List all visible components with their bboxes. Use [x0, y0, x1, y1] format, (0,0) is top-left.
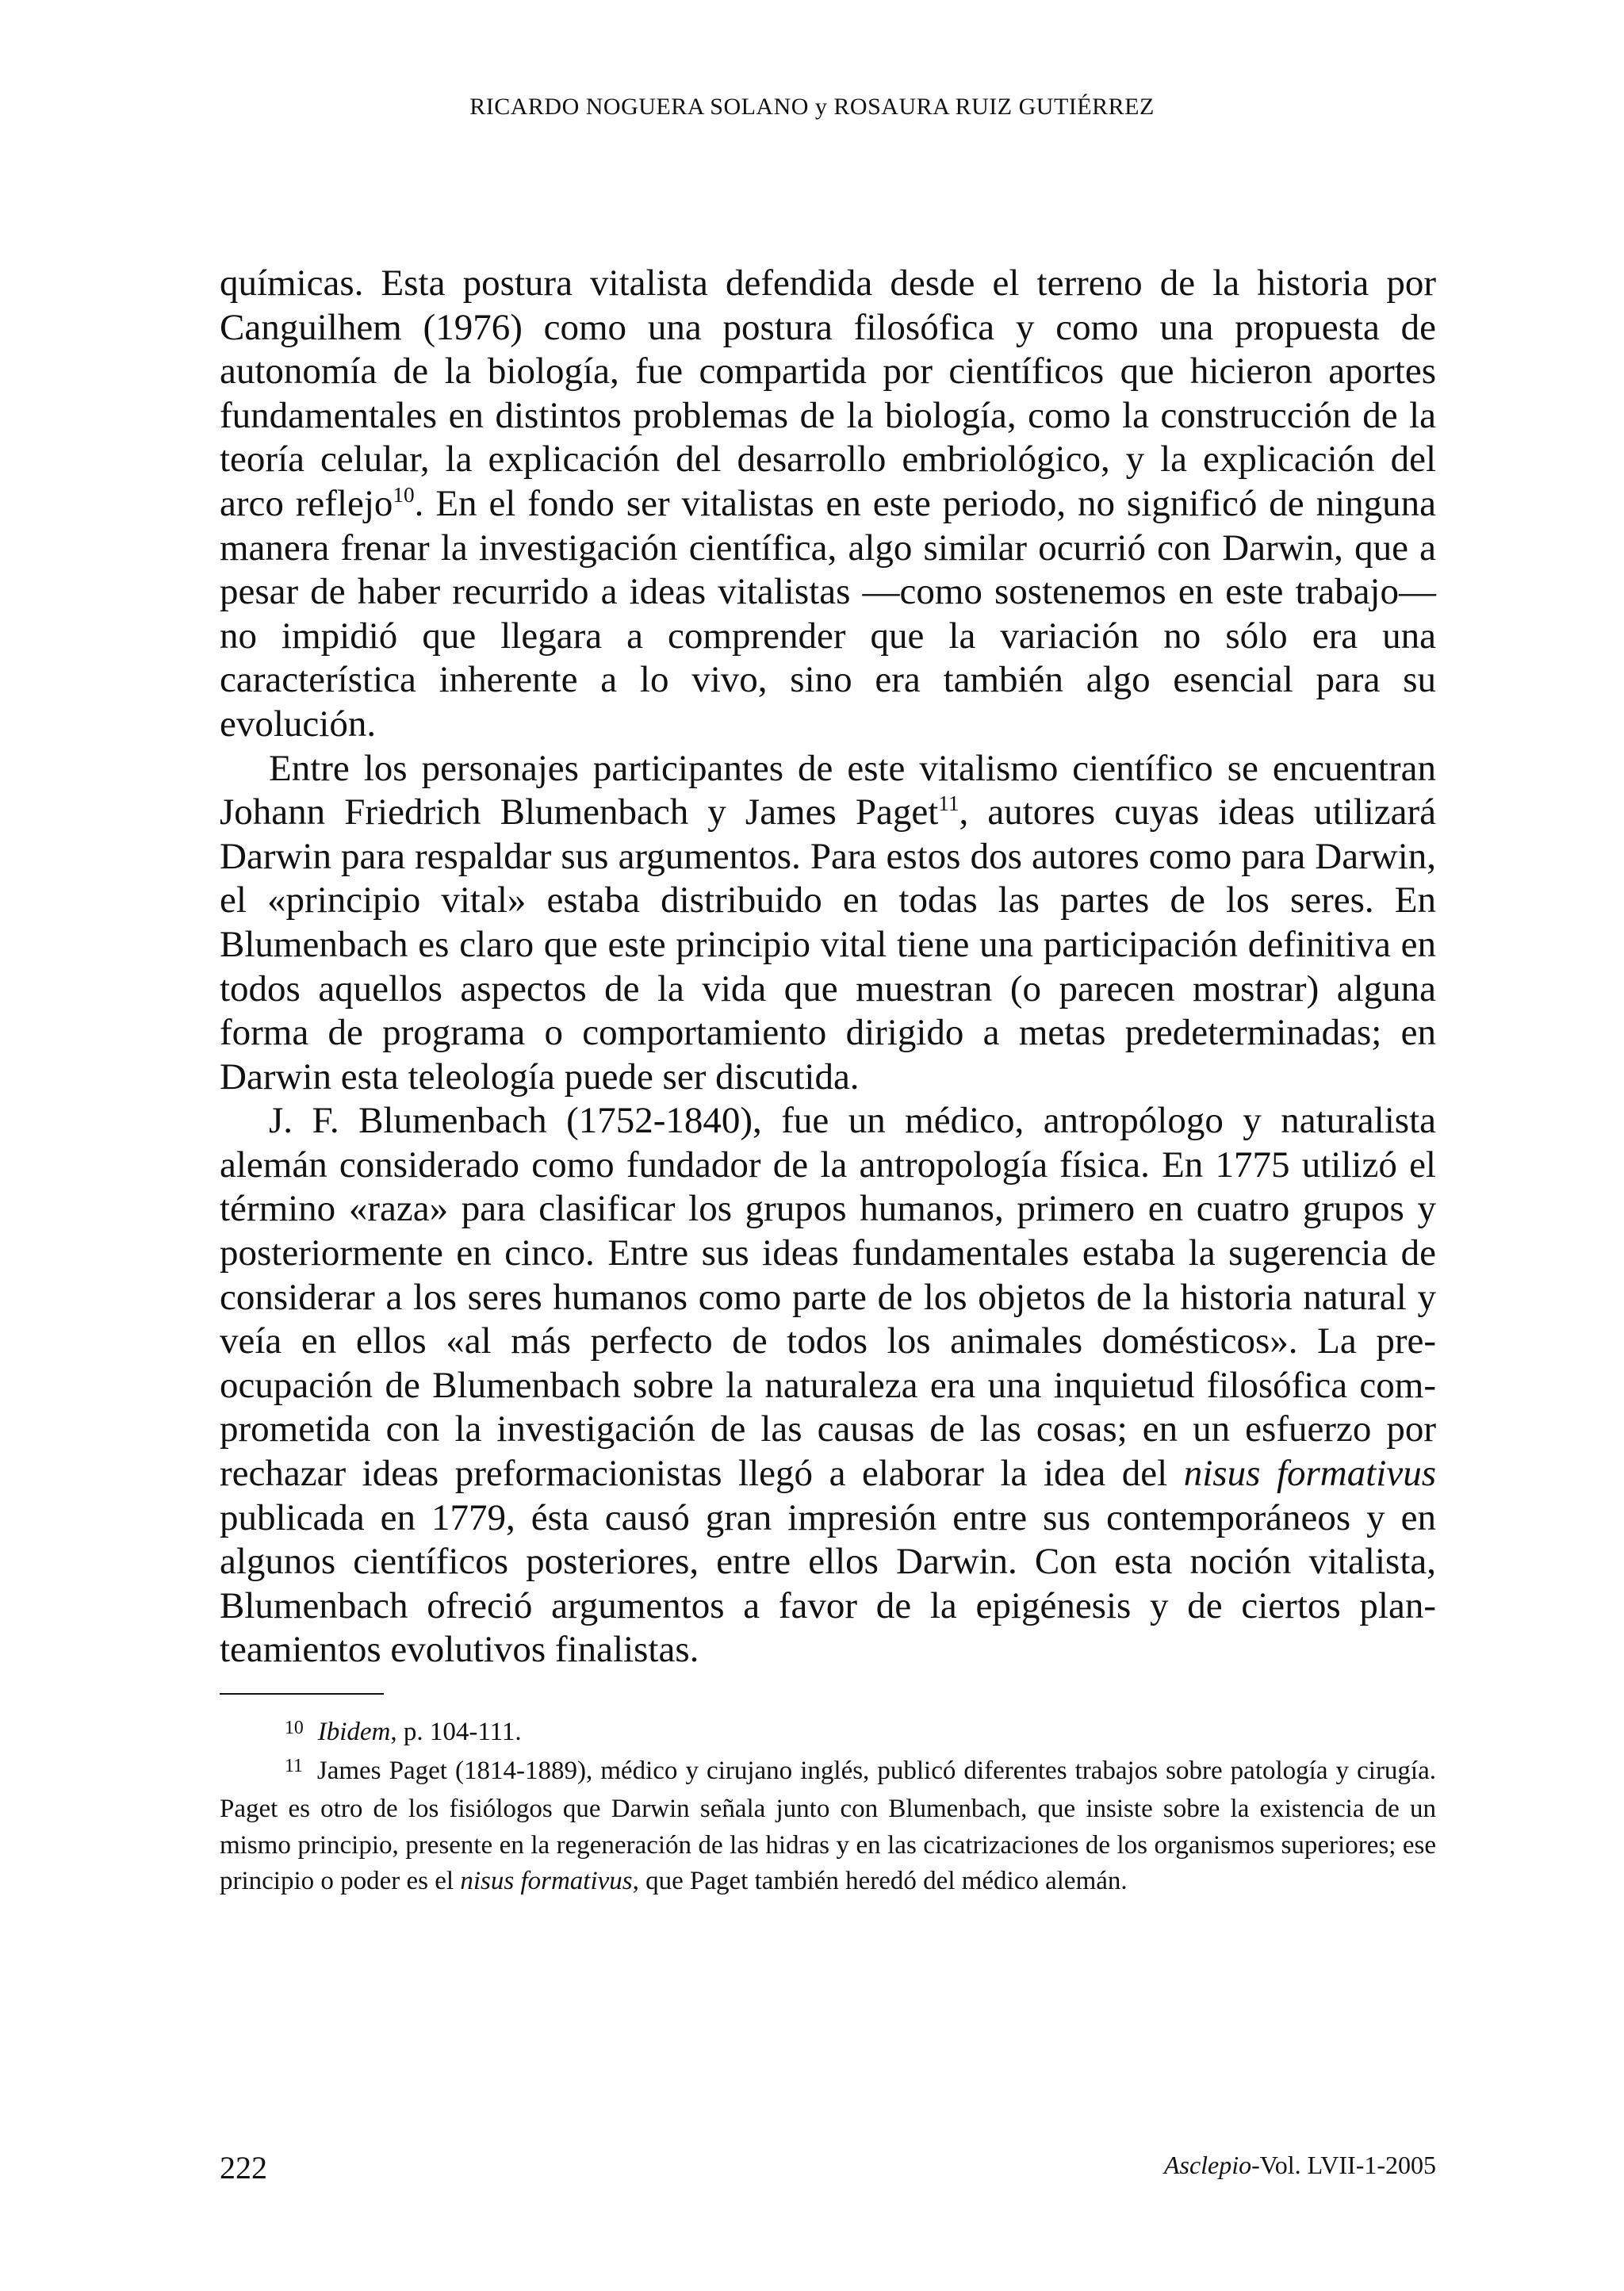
- paragraph-1-text-a: químicas. Esta postura vitalista defendida desde el terreno de la historia por Canguilhem (1976) como una postura filosófica y como una propuesta de autonomía de la biología, fue compartida por científicos que hicieron aportes fundamentales en distintos problemas de la biología, como la construcción de la teoría celular, la explicación del desarrollo embriológico, y la explicación del arco reflejo: [220, 262, 1436, 524]
- paragraph-3-italic-term: nisus formativus: [1183, 1453, 1436, 1495]
- running-head: RICARDO NOGUERA SOLANO y ROSAURA RUIZ GUTIÉRREZ: [469, 94, 1155, 120]
- paragraph-3-text-b: publicada en 1779, ésta causó gran impresión entre sus contemporáneos y en algunos científicos posteriores, entre ellos Darwin. Con esta noción vitalista, Blumenbach ofreció argumentos a favor de la epigénesis y de ciertos planteamientos evolutivos finalistas.: [220, 1496, 1436, 1671]
- footnote-11-italic: nisus formativus: [460, 1867, 633, 1895]
- paragraph-1: [220, 262, 1436, 747]
- footnote-11-number: 11: [285, 1756, 303, 1777]
- footnote-10-text: , p. 104-111.: [390, 1718, 522, 1746]
- note-ref-11[interactable]: 11: [938, 791, 959, 816]
- footnote-separator: [220, 1693, 384, 1695]
- main-text: [220, 262, 1436, 1672]
- paragraph-1-text-b: . En el fondo ser vitalistas en este periodo, no significó de ninguna manera frenar la investigación científica, algo similar ocurrió con Darwin, que a pesar de haber recurrido a ideas vitalistas —como sostenemos en este trabajo— no impidió que llegara a comprender que la variación no sólo era una característica inherente a lo vivo, sino era también algo esencial para su evolución.: [220, 482, 1436, 745]
- footnote-11: [220, 1753, 1436, 1900]
- note-ref-10[interactable]: 10: [393, 483, 415, 508]
- journal-reference: [1164, 2151, 1436, 2180]
- paragraph-3: [220, 1099, 1436, 1672]
- footnote-11-text-end: , que Paget también heredó del médico alemán.: [632, 1867, 1128, 1895]
- journal-name: Asclepio: [1163, 2151, 1252, 2179]
- paragraph-2: [220, 747, 1436, 1100]
- footnote-11-text: James Paget (1814-1889), médico y cirujano inglés, publicó diferentes trabajos sobre patología y cirugía. Paget es otro de los fisiólogos que Darwin señala junto con Blumenbach, que insiste sobre la existencia de un mismo principio, presente en la regeneración de las hidras y en las cicatrizaciones de los organismos superiores; ese principio o poder es el: [220, 1756, 1436, 1895]
- paragraph-2-text-b: , autores cuyas ideas utilizará Darwin para respaldar sus argumentos. Para estos dos autores como para Darwin, el «principio vital» estaba distribuido en todas las partes de los seres. En Blumenbach es claro que este principio vital tiene una participación definitiva en todos aquellos aspectos de la vida que muestran (o parecen mostrar) alguna forma de programa o comportamiento dirigido a metas predeterminadas; en Darwin esta teleología puede ser discutida.: [220, 791, 1436, 1098]
- journal-volume: -Vol. LVII-1-2005: [1251, 2151, 1436, 2179]
- paragraph-2-text-a: Entre los personajes participantes de este vitalismo científico se encuentran Johann Friedrich Blumenbach y James Paget: [220, 747, 1436, 833]
- footnotes: [220, 1714, 1436, 1900]
- paragraph-3-text-a: J. F. Blumenbach (1752-1840), fue un médico, antropólogo y naturalista alemán considerado como fundador de la antropología física. En 1775 utilizó el término «raza» para clasificar los grupos humanos, primero en cuatro grupos y posteriormente en cinco. Entre sus ideas fundamentales estaba la sugerencia de considerar a los seres humanos como parte de los objetos de la historia natural y veía en ellos «al más perfecto de todos los animales domésticos». La preocupación de Blumenbach sobre la naturaleza era una inquietud filosófica comprometida con la investigación de las causas de las cosas; en un esfuerzo por rechazar ideas preformacionistas llegó a elaborar la idea del: [220, 1100, 1436, 1495]
- page-number: 222: [220, 2150, 267, 2186]
- footnote-10-italic: Ibidem: [317, 1718, 391, 1746]
- footnote-10-number: 10: [285, 1717, 304, 1738]
- footnote-10: [220, 1714, 1436, 1753]
